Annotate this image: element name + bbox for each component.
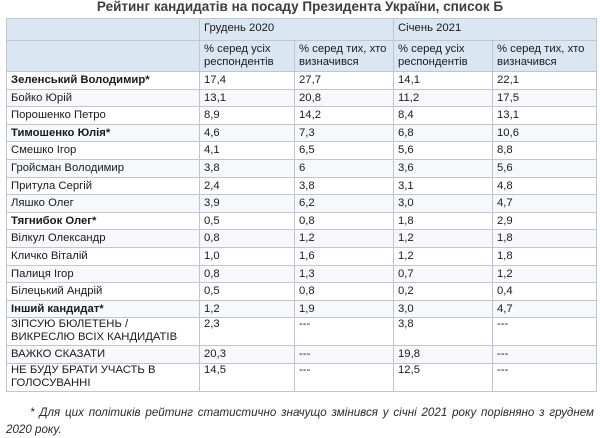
value-cell: 4,6 bbox=[200, 124, 295, 142]
period-header-row bbox=[7, 19, 597, 41]
value-cell: 3,1 bbox=[394, 177, 493, 195]
value-cell: 0,8 bbox=[295, 212, 394, 230]
value-cell: --- bbox=[493, 346, 597, 364]
value-cell: 14,5 bbox=[200, 363, 295, 391]
candidate-name: ВАЖКО СКАЗАТИ bbox=[7, 346, 200, 364]
table-row bbox=[7, 72, 597, 90]
subheader-row bbox=[7, 41, 597, 72]
value-cell: 2,3 bbox=[200, 318, 295, 346]
value-cell: 6,5 bbox=[295, 142, 394, 160]
candidate-name: Палиця Ігор bbox=[7, 265, 200, 283]
value-cell: --- bbox=[295, 318, 394, 346]
value-cell: 4,7 bbox=[493, 195, 597, 213]
table-row bbox=[7, 265, 597, 283]
table-row bbox=[7, 318, 597, 346]
value-cell: 1,2 bbox=[493, 265, 597, 283]
value-cell: 20,8 bbox=[295, 89, 394, 107]
value-cell: 1,2 bbox=[394, 247, 493, 265]
value-cell: 27,7 bbox=[295, 72, 394, 90]
value-cell: 3,0 bbox=[394, 300, 493, 318]
candidate-name: Зеленський Володимир* bbox=[7, 72, 200, 90]
period-header-dec-2020: Грудень 2020 bbox=[200, 19, 394, 41]
value-cell: 1,8 bbox=[493, 247, 597, 265]
value-cell: 1,2 bbox=[394, 230, 493, 248]
value-cell: 1,0 bbox=[200, 247, 295, 265]
value-cell: 3,6 bbox=[394, 159, 493, 177]
value-cell: 3,8 bbox=[394, 318, 493, 346]
subheader-cell: % серед тих, хто визначився bbox=[493, 41, 597, 72]
candidate-name: Тягнибок Олег* bbox=[7, 212, 200, 230]
value-cell: --- bbox=[295, 363, 394, 391]
value-cell: 2,4 bbox=[200, 177, 295, 195]
header-corner bbox=[7, 19, 200, 41]
value-cell: 5,6 bbox=[394, 142, 493, 160]
value-cell: 1,6 bbox=[295, 247, 394, 265]
candidate-name: Вілкул Олександр bbox=[7, 230, 200, 248]
table-row bbox=[7, 159, 597, 177]
value-cell: 1,8 bbox=[493, 230, 597, 248]
subheader-cell: % серед усіх респондентів bbox=[200, 41, 295, 72]
value-cell: 1,2 bbox=[200, 300, 295, 318]
value-cell: 13,1 bbox=[200, 89, 295, 107]
candidate-name: НЕ БУДУ БРАТИ УЧАСТЬ В ГОЛОСУВАННІ bbox=[7, 363, 200, 391]
value-cell: 3,8 bbox=[295, 177, 394, 195]
ratings-table bbox=[6, 18, 597, 392]
value-cell: 0,8 bbox=[200, 230, 295, 248]
value-cell: 5,6 bbox=[493, 159, 597, 177]
value-cell: 8,4 bbox=[394, 107, 493, 125]
value-cell: 14,1 bbox=[394, 72, 493, 90]
value-cell: 3,8 bbox=[200, 159, 295, 177]
table-row bbox=[7, 247, 597, 265]
value-cell: 8,8 bbox=[493, 142, 597, 160]
value-cell: 0,5 bbox=[200, 212, 295, 230]
table-row bbox=[7, 195, 597, 213]
value-cell: --- bbox=[295, 346, 394, 364]
subheader-cell: % серед тих, хто визначився bbox=[295, 41, 394, 72]
value-cell: 6 bbox=[295, 159, 394, 177]
candidate-name: Білецький Андрій bbox=[7, 283, 200, 301]
footnote: * Для цих політиків рейтинг статистично значущо змінився у січні 2021 року порівняно з груднем 2020 року. bbox=[6, 406, 594, 436]
table-row bbox=[7, 212, 597, 230]
value-cell: 4,8 bbox=[493, 177, 597, 195]
table-row bbox=[7, 300, 597, 318]
candidate-name: ЗІПСУЮ БЮЛЕТЕНЬ / ВИКРЕСЛЮ ВСІХ КАНДИДАТІВ bbox=[7, 318, 200, 346]
table-row bbox=[7, 363, 597, 391]
candidate-name: Порошенко Петро bbox=[7, 107, 200, 125]
value-cell: 4,7 bbox=[493, 300, 597, 318]
table-row bbox=[7, 177, 597, 195]
candidate-name: Ляшко Олег bbox=[7, 195, 200, 213]
value-cell: 14,2 bbox=[295, 107, 394, 125]
subheader-corner bbox=[7, 41, 200, 72]
value-cell: 17,5 bbox=[493, 89, 597, 107]
value-cell: 1,3 bbox=[295, 265, 394, 283]
value-cell: 1,2 bbox=[295, 230, 394, 248]
candidate-name: Притула Сергій bbox=[7, 177, 200, 195]
value-cell: 13,1 bbox=[493, 107, 597, 125]
value-cell: 12,5 bbox=[394, 363, 493, 391]
table-row bbox=[7, 107, 597, 125]
value-cell: 6,2 bbox=[295, 195, 394, 213]
value-cell: 6,8 bbox=[394, 124, 493, 142]
value-cell: --- bbox=[493, 318, 597, 346]
candidate-name: Інший кандидат* bbox=[7, 300, 200, 318]
value-cell: 1,9 bbox=[295, 300, 394, 318]
value-cell: 1,8 bbox=[394, 212, 493, 230]
table-row bbox=[7, 230, 597, 248]
value-cell: 2,9 bbox=[493, 212, 597, 230]
candidate-name: Гройсман Володимир bbox=[7, 159, 200, 177]
value-cell: 4,1 bbox=[200, 142, 295, 160]
table-row bbox=[7, 142, 597, 160]
value-cell: 20,3 bbox=[200, 346, 295, 364]
value-cell: 0,2 bbox=[394, 283, 493, 301]
candidate-name: Тимошенко Юлія* bbox=[7, 124, 200, 142]
value-cell: 0,7 bbox=[394, 265, 493, 283]
subheader-cell: % серед усіх респондентів bbox=[394, 41, 493, 72]
period-header-jan-2021: Січень 2021 bbox=[394, 19, 597, 41]
value-cell: 11,2 bbox=[394, 89, 493, 107]
candidate-name: Кличко Віталій bbox=[7, 247, 200, 265]
value-cell: 19,8 bbox=[394, 346, 493, 364]
table-row bbox=[7, 346, 597, 364]
table-row bbox=[7, 124, 597, 142]
value-cell: 22,1 bbox=[493, 72, 597, 90]
table-row bbox=[7, 89, 597, 107]
table-title: Рейтинг кандидатів на посаду Президента України, список Б bbox=[96, 0, 504, 14]
value-cell: 7,3 bbox=[295, 124, 394, 142]
value-cell: 8,9 bbox=[200, 107, 295, 125]
value-cell: 0,5 bbox=[200, 283, 295, 301]
value-cell: --- bbox=[493, 363, 597, 391]
value-cell: 0,8 bbox=[200, 265, 295, 283]
candidate-name: Бойко Юрій bbox=[7, 89, 200, 107]
value-cell: 10,6 bbox=[493, 124, 597, 142]
value-cell: 3,0 bbox=[394, 195, 493, 213]
value-cell: 0,4 bbox=[493, 283, 597, 301]
table-row bbox=[7, 283, 597, 301]
value-cell: 3,9 bbox=[200, 195, 295, 213]
value-cell: 17,4 bbox=[200, 72, 295, 90]
value-cell: 0,8 bbox=[295, 283, 394, 301]
candidate-name: Смешко Ігор bbox=[7, 142, 200, 160]
